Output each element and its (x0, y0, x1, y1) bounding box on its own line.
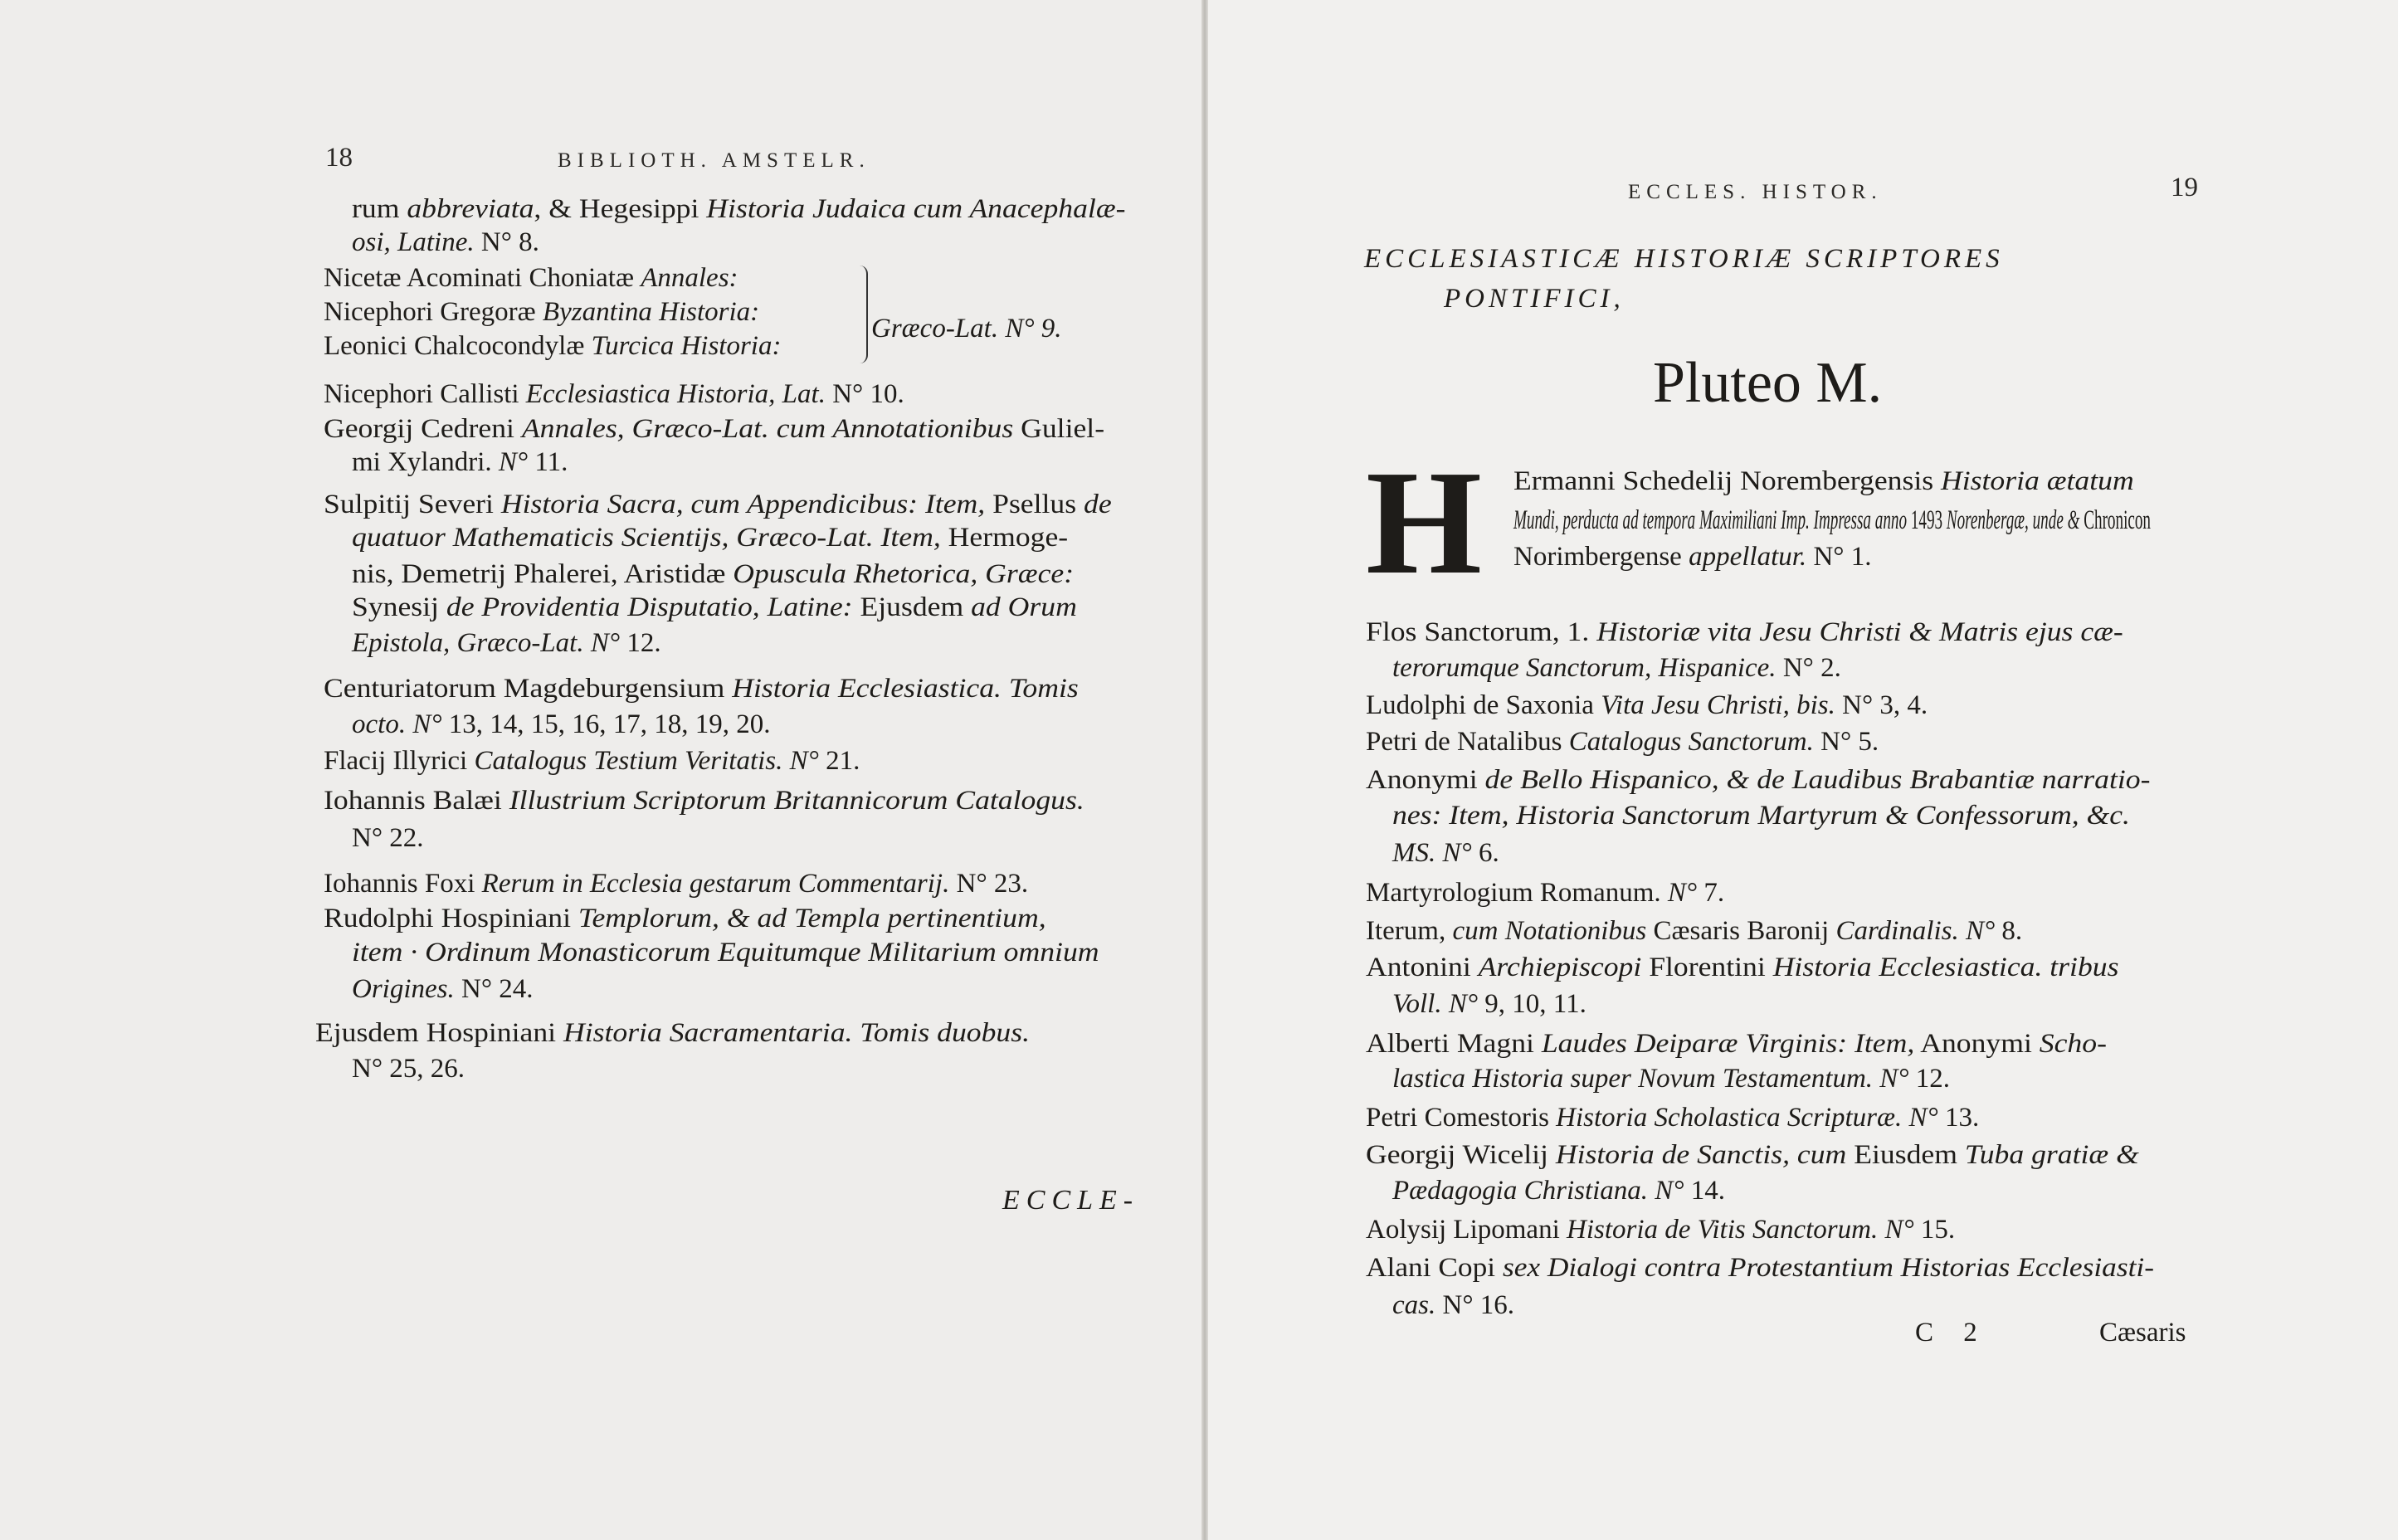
text-run: N° 8. (474, 227, 539, 257)
text-run: 1493 (1907, 505, 1947, 535)
text-run: Ermanni Schedelij Norembergensis (1513, 466, 1942, 496)
text-run: 21. (818, 746, 860, 776)
text-line (352, 626, 661, 660)
text-run: Chronicon (2079, 505, 2151, 535)
text-run: , & Hegesippi (534, 194, 707, 224)
text-run: osi, Latine. (352, 227, 475, 257)
book-gutter (1201, 0, 1208, 1540)
text-line (324, 329, 781, 363)
text-run: cas. (1392, 1290, 1436, 1320)
text-run: Historia Sacra, cum Appendicibus: Item, (500, 490, 986, 519)
text-run: Annales: (641, 263, 738, 293)
text-line (1366, 1027, 2107, 1060)
text-line (324, 867, 1028, 900)
text-run: nis, Demetrij Phalerei, Aristidæ (352, 559, 734, 589)
signature-mark: C 2 (1915, 1318, 1989, 1348)
text-run: 13, 14, 15, 16, 17, 18, 19, 20. (441, 709, 771, 739)
text-run: Origines. (352, 974, 455, 1004)
text-run: abbreviata (407, 194, 534, 224)
text-run: Guliel- (1013, 414, 1105, 444)
text-run: N° (1667, 878, 1698, 908)
text-run: Alani Copi (1366, 1253, 1503, 1283)
text-run: Hermoge- (940, 523, 1069, 553)
page-number: 18 (325, 143, 353, 173)
text-line (1366, 914, 2022, 948)
text-run: Templorum, & ad Templa pertinentium, (578, 904, 1046, 933)
text-line (352, 226, 539, 259)
right-page (1208, 0, 2398, 1540)
text-run: 9, 10, 11. (1478, 989, 1586, 1019)
text-run: Historia Scholastica Scripturæ. N° (1556, 1103, 1938, 1133)
text-line (1513, 540, 1871, 573)
text-run: Norenbergæ, unde & (1946, 505, 2080, 535)
text-line (1392, 987, 1586, 1021)
text-line (1392, 651, 1841, 685)
text-run: appellatur. (1689, 542, 1807, 572)
text-run: Historia ætatum (1941, 466, 2134, 496)
text-run: Historia Judaica cum Anacephalæ- (706, 194, 1126, 224)
text-run: Historia Sacramentaria. Tomis duobus. (563, 1018, 1031, 1048)
text-line (315, 1016, 1030, 1050)
text-run: octo. N° (352, 709, 442, 739)
text-run: Sulpitij Severi (324, 490, 501, 519)
section-title-line2: PONTIFICI, (1444, 284, 1625, 314)
text-run: 8. (1995, 916, 2023, 946)
text-line (324, 784, 1084, 817)
text-run: Ludolphi de Saxonia (1366, 690, 1601, 720)
text-run: item · Ordinum Monasticorum Equitumque Militarium omnium (352, 938, 1099, 967)
text-line (1366, 725, 1879, 758)
text-line (352, 446, 568, 479)
text-run: Eiusdem (1846, 1140, 1965, 1170)
text-line (1366, 689, 1928, 722)
text-run: Aolysij Lipomani (1366, 1215, 1567, 1245)
text-run: Historia de Sanctis, cum (1555, 1140, 1847, 1170)
text-line (352, 708, 771, 741)
text-run: 14. (1684, 1176, 1725, 1206)
text-run: Norimbergense (1513, 542, 1689, 572)
text-run: Flacij Illyrici (324, 746, 475, 776)
brace-note: Græco-Lat. N° 9. (871, 314, 1062, 344)
text-run: N° 22. (352, 823, 424, 853)
text-run: Turcica Historia: (591, 331, 782, 361)
text-run: Archiepiscopi (1478, 953, 1642, 982)
text-run: Alberti Magni (1366, 1029, 1542, 1059)
text-run: lastica Historia super Novum Testamentum. N° (1392, 1064, 1909, 1094)
text-line (352, 192, 1125, 226)
text-run: Pædagogia Christiana. N° (1392, 1176, 1684, 1206)
text-run: cum Notationibus (1452, 916, 1647, 946)
text-run: Tuba gratiæ & (1964, 1140, 2139, 1170)
text-run: Historiæ vita Jesu Christi & Matris ejus cæ- (1596, 617, 2123, 647)
text-run: Annales, Græco-Lat. cum Annotationibus (521, 414, 1014, 444)
text-run: nes: Item, Historia Sanctorum Martyrum & Confessorum, &c. (1392, 801, 2130, 831)
catchword: ECCLE- (1002, 1185, 1140, 1216)
text-run: Iohannis Balæi (324, 786, 509, 816)
text-run: Historia Ecclesiastica. Tomis (732, 674, 1079, 704)
text-run: quatuor Mathematicis Scientijs, Græco-Lat. Item, (352, 523, 941, 553)
text-run: MS. N° (1392, 838, 1472, 868)
text-line (352, 1052, 465, 1085)
text-run: Iohannis Foxi (324, 869, 482, 899)
text-run: Voll. N° (1392, 989, 1479, 1019)
text-run: Anonymi (1914, 1029, 2040, 1059)
text-run: Laudes Deiparæ Virginis: Item, (1541, 1029, 1915, 1059)
text-run: 11. (528, 447, 568, 477)
text-line (1366, 1138, 2139, 1172)
text-line (1366, 876, 1724, 909)
text-run: Mundi, perducta ad tempora Maximiliani Imp. Impressa anno (1513, 505, 1908, 535)
text-run: Byzantina Historia: (542, 297, 760, 327)
text-line (1392, 799, 2130, 832)
text-line (324, 902, 1046, 935)
text-run: Opuscula Rhetorica, Græce: (733, 559, 1075, 589)
section-title-line1: ECCLESIASTICÆ HISTORIÆ SCRIPTORES (1364, 244, 2004, 274)
text-run: ad Orum (971, 592, 1077, 622)
text-run: Cardinalis. N° (1835, 916, 1996, 946)
text-run: terorumque Sanctorum, Hispanice. (1392, 653, 1777, 683)
text-run: 13. (1937, 1103, 1980, 1133)
text-line (324, 672, 1079, 705)
text-run: Rerum in Ecclesia gestarum Commentarij. (481, 869, 950, 899)
text-run: Scho- (2039, 1029, 2107, 1059)
text-run: Historia Ecclesiastica. tribus (1772, 953, 2119, 982)
text-line (1366, 1101, 1979, 1134)
text-line (1366, 763, 2150, 797)
text-line (352, 972, 534, 1006)
text-run: de (1084, 490, 1112, 519)
text-run: 15. (1913, 1215, 1956, 1245)
text-line (1366, 1213, 1955, 1246)
text-run: Florentini (1641, 953, 1773, 982)
pluteo-heading: Pluteo M. (1653, 351, 1883, 415)
text-run: N° 1. (1806, 542, 1872, 572)
text-line (324, 412, 1104, 446)
text-run: Iterum, (1366, 916, 1453, 946)
text-line (352, 558, 1074, 591)
text-run: N° 2. (1776, 653, 1841, 683)
text-run: Nicetæ Acominati Choniatæ (324, 263, 641, 293)
text-run: Ejusdem (852, 592, 972, 622)
text-run: 7. (1697, 878, 1725, 908)
text-line (352, 821, 424, 855)
text-run: sex Dialogi contra Protestantium Historias Ecclesiasti- (1502, 1253, 2154, 1283)
text-line (1513, 465, 2134, 498)
text-line (324, 378, 904, 411)
text-line (324, 261, 738, 295)
text-run: Vita Jesu Christi, bis. (1601, 690, 1835, 720)
running-head: BIBLIOTH. AMSTELR. (558, 149, 870, 172)
page-number: 19 (2171, 173, 2198, 202)
text-run: Ecclesiastica Historia, Lat. (525, 379, 826, 409)
text-line (1392, 1062, 1950, 1095)
text-run: N° 5. (1813, 727, 1879, 757)
running-head: ECCLES. HISTOR. (1628, 181, 1883, 203)
text-run: de Bello Hispanico, & de Laudibus Brabantiæ narratio- (1484, 765, 2151, 795)
text-run: Catalogus Sanctorum. (1568, 727, 1814, 757)
text-run: N° 10. (825, 379, 904, 409)
text-line (1513, 504, 2151, 537)
text-line (324, 744, 860, 777)
text-run: rum (352, 194, 407, 224)
text-run: Catalogus Testium Veritatis. N° (474, 746, 819, 776)
text-run: Psellus (985, 490, 1084, 519)
text-line (1392, 836, 1499, 870)
text-line (324, 488, 1112, 521)
text-run: Antonini (1366, 953, 1479, 982)
text-run: Ejusdem Hospiniani (315, 1018, 563, 1048)
text-run: de Providentia Disputatio, Latine: (446, 592, 853, 622)
text-line (1392, 1289, 1514, 1322)
drop-cap: H (1366, 440, 1483, 605)
text-run: 12. (620, 628, 661, 658)
text-run: mi Xylandri. (352, 447, 499, 477)
text-run: Nicephori Gregoræ (324, 297, 543, 327)
text-run: Georgij Wicelij (1366, 1140, 1556, 1170)
catchword: Cæsaris (2099, 1318, 2186, 1348)
text-run: Martyrologium Romanum. (1366, 878, 1668, 908)
text-run: Leonici Chalcocondylæ (324, 331, 592, 361)
text-run: Synesij (352, 592, 446, 622)
text-line (1366, 1251, 2154, 1284)
text-run: N° 25, 26. (352, 1054, 465, 1084)
text-run: 12. (1908, 1064, 1951, 1094)
text-line (352, 591, 1077, 624)
text-line (1366, 951, 2118, 984)
text-line (352, 936, 1099, 969)
text-run: Epistola, Græco-Lat. N° (352, 628, 621, 658)
text-run: 6. (1471, 838, 1499, 868)
text-run: Illustrium Scriptorum Britannicorum Catalogus. (509, 786, 1084, 816)
text-run: N° 24. (454, 974, 534, 1004)
text-run: N° (498, 447, 529, 477)
text-run: Georgij Cedreni (324, 414, 522, 444)
text-run: Petri de Natalibus (1366, 727, 1569, 757)
text-run: Historia de Vitis Sanctorum. N° (1567, 1215, 1914, 1245)
text-line (352, 521, 1068, 554)
text-run: Flos Sanctorum, 1. (1366, 617, 1597, 647)
text-line (1392, 1174, 1725, 1207)
text-run: Rudolphi Hospiniani (324, 904, 578, 933)
text-run: N° 23. (949, 869, 1029, 899)
text-run: Nicephori Callisti (324, 379, 526, 409)
text-line (324, 295, 759, 329)
text-run: Anonymi (1366, 765, 1485, 795)
text-run: N° 16. (1435, 1290, 1515, 1320)
text-run: Petri Comestoris (1366, 1103, 1557, 1133)
text-run: Cæsaris Baronij (1646, 916, 1836, 946)
brace (858, 266, 868, 363)
text-run: Centuriatorum Magdeburgensium (324, 674, 733, 704)
text-line (1366, 616, 2123, 649)
text-run: N° 3, 4. (1835, 690, 1928, 720)
